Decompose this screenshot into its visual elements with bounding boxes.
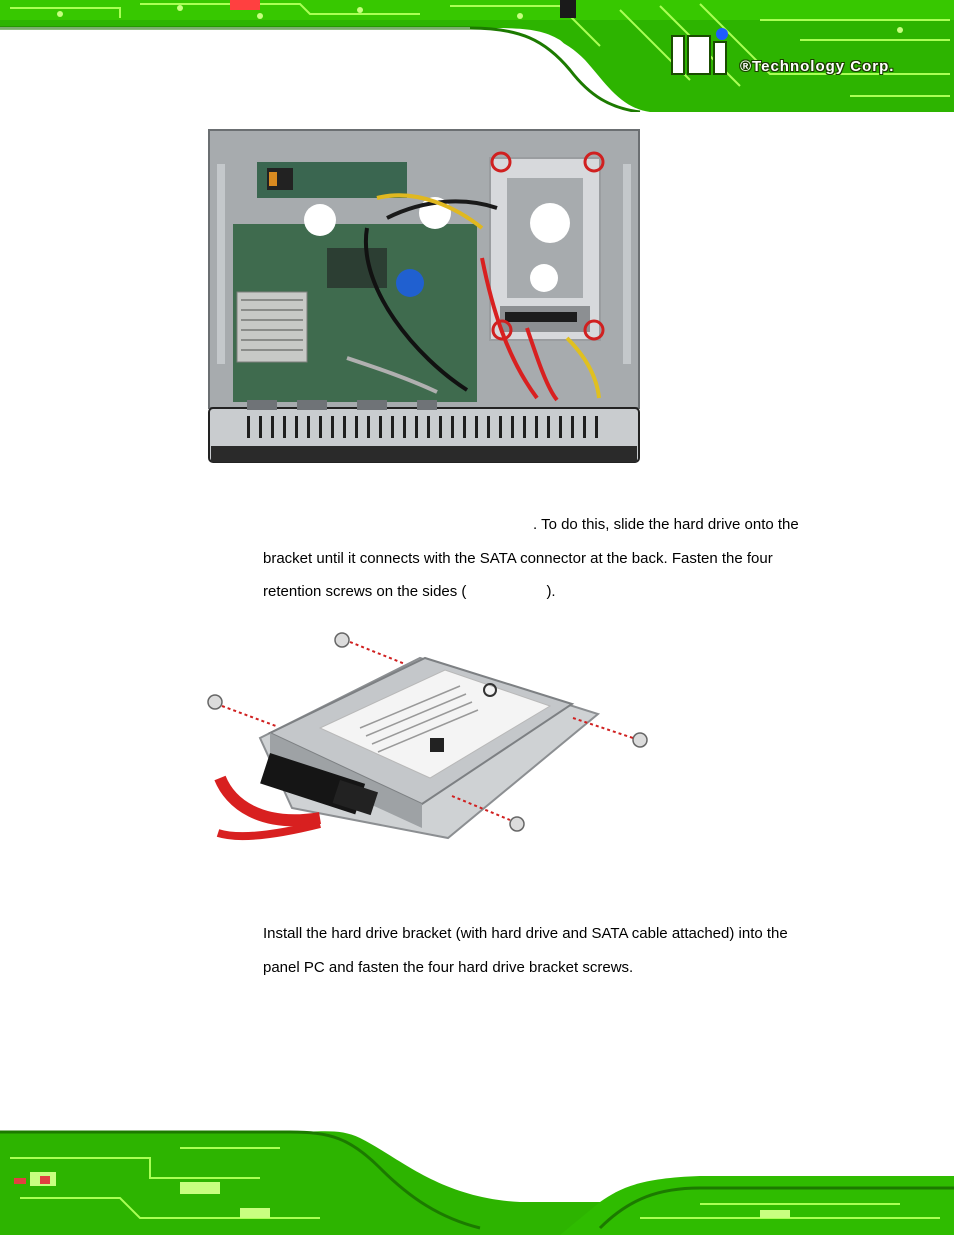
step-1-line-1: . To do this, slide the hard drive onto the bbox=[533, 516, 799, 533]
step-1-paragraph bbox=[263, 508, 823, 609]
panel-pc-interior-figure bbox=[207, 128, 641, 464]
circuit-board-footer-graphic bbox=[0, 1118, 954, 1235]
step-1-line-3-start: retention screws on the sides ( bbox=[263, 583, 467, 600]
step-2-line-2: panel PC and fasten the four hard drive bracket screws. bbox=[263, 958, 634, 976]
footer-circuit-banner bbox=[0, 1118, 954, 1235]
hard-drive-bracket-photo-icon bbox=[200, 628, 655, 860]
step-1-line-2: bracket until it connects with the SATA connector at the back. Fasten the four bbox=[263, 549, 773, 567]
step-2-paragraph bbox=[263, 917, 823, 984]
step-2-line-1: Install the hard drive bracket (with hard drive and SATA cable attached) into the bbox=[263, 925, 788, 942]
header-circuit-banner bbox=[0, 0, 954, 112]
step-1-line-3-end: ). bbox=[546, 583, 556, 600]
hard-drive-bracket-figure bbox=[200, 628, 655, 860]
company-name: ®Technology Corp. bbox=[740, 58, 895, 75]
panel-pc-interior-photo-icon bbox=[207, 128, 641, 464]
step-1-line-3 bbox=[263, 575, 823, 609]
